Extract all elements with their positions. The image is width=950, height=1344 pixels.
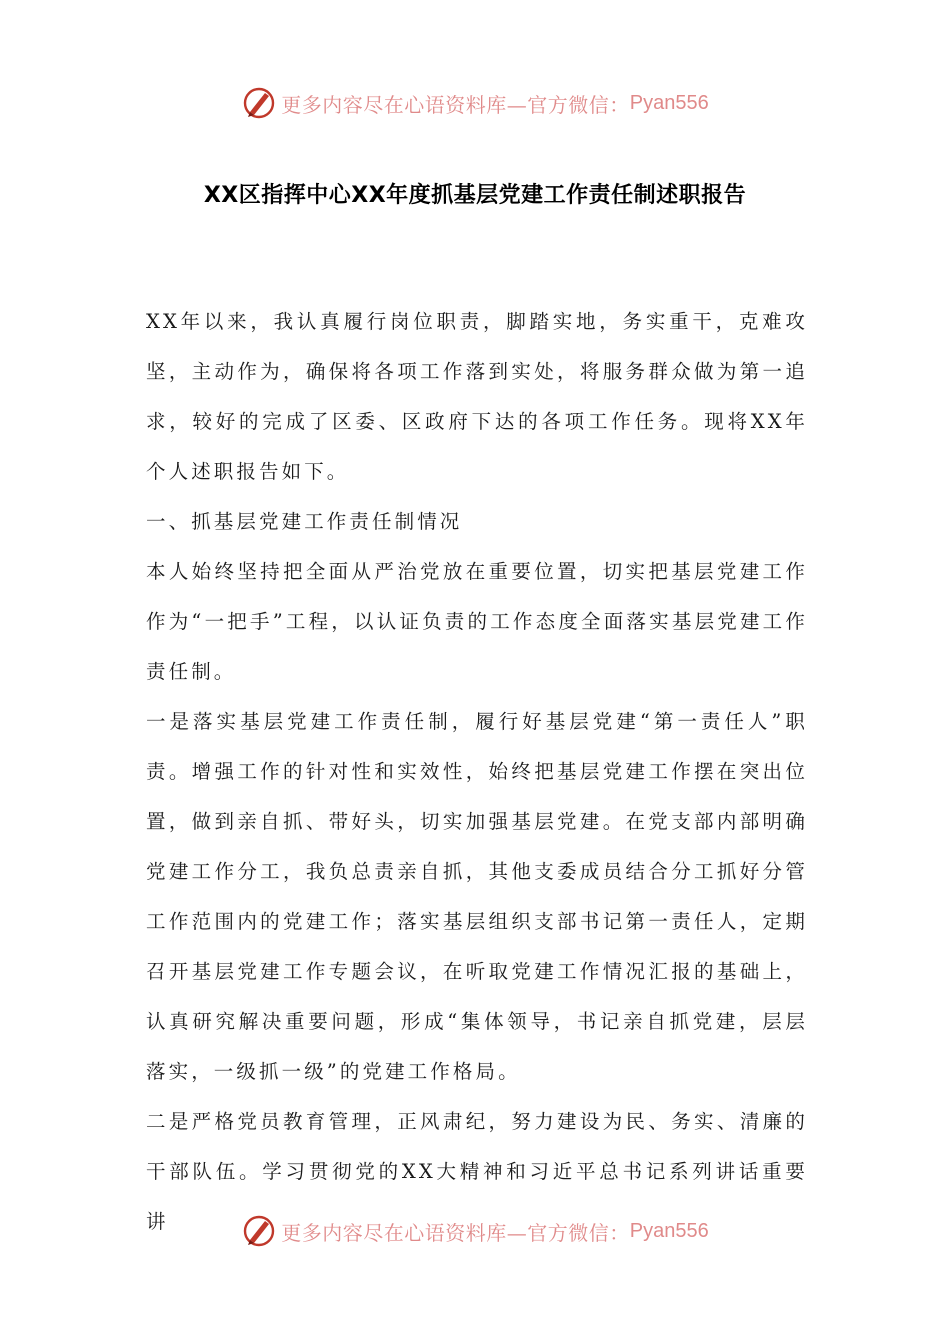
document-body [146, 297, 808, 1247]
paragraph-intro: XX年以来，我认真履行岗位职责，脚踏实地，务实重干，克难攻坚，主动作为，确保将各项工作落到实处，将服务群众做为第一追求，较好的完成了区委、区政府下达的各项工作任务。现将XX年个人述职报告如下。 [146, 310, 808, 483]
pen-circle-logo-icon [241, 85, 277, 121]
section-heading-1: 一、抓基层党建工作责任制情况 [146, 510, 463, 533]
banner-text: 更多内容尽在心语资料库—官方微信： [281, 1220, 630, 1245]
paragraph-commitment: 本人始终坚持把全面从严治党放在重要位置，切实把基层党建工作作为“一把手”工程，以认证负责的工作态度全面落实基层党建工作责任制。 [146, 560, 808, 683]
footer-watermark-banner [0, 1208, 950, 1254]
pen-circle-logo-icon [241, 1213, 277, 1249]
paragraph-point-2: 二是严格党员教育管理，正风肃纪，努力建设为民、务实、清廉的干部队伍。学习贯彻党的XX大精神和习近平总书记系列讲话重要讲 [146, 1110, 808, 1233]
banner-handle: Pyan556 [629, 1219, 709, 1242]
banner-text: 更多内容尽在心语资料库—官方微信： [281, 92, 630, 117]
header-watermark-banner [0, 80, 950, 126]
document-title: XX区指挥中心XX年度抓基层党建工作责任制述职报告 [203, 183, 747, 208]
banner-handle: Pyan556 [629, 91, 709, 114]
paragraph-point-1: 一是落实基层党建工作责任制，履行好基层党建“第一责任人”职责。增强工作的针对性和实效性，始终把基层党建工作摆在突出位置，做到亲自抓、带好头，切实加强基层党建。在党支部内部明确党建工作分工，我负总责亲自抓，其他支委成员结合分工抓好分管工作范围内的党建工作；落实基层组织支部书记第一责任人，定期召开基层党建工作专题会议，在听取党建工作情况汇报的基础上，认真研究解决重要问题，形成“集体领导，书记亲自抓党建，层层落实，一级抓一级”的党建工作格局。 [146, 710, 808, 1083]
